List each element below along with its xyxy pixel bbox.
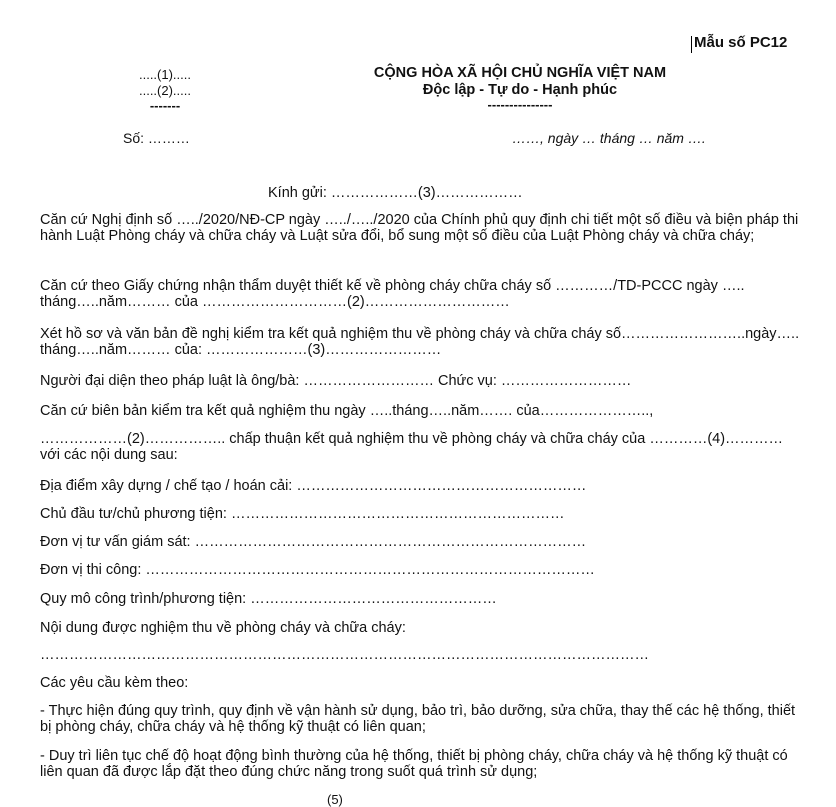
paragraph-dossier: Xét hồ sơ và văn bản đề nghị kiểm tra kết quả nghiệm thu về phòng cháy và chữa cháy số……………………..ngày….. tháng…..năm……… của: …………………(3)……………………: [40, 326, 800, 358]
field-scale: Quy mô công trình/phương tiện: ……………………………………………: [40, 591, 497, 607]
issuer-line-2: .....(2).....: [138, 83, 191, 98]
paragraph-legal-representative: Người đại diện theo pháp luật là ông/bà: ……………………… Chức vụ: ………………………: [40, 373, 632, 389]
field-investor: Chủ đầu tư/chủ phương tiện: ……………………………………………………………: [40, 506, 565, 522]
field-supervisor: Đơn vị tư vấn giám sát: ………………………………………………………………………: [40, 534, 587, 550]
motto-rule: ---------------: [487, 97, 553, 112]
requirement-1: - Thực hiện đúng quy trình, quy định về vận hành sử dụng, bảo trì, bảo dưỡng, sửa chữa, thay thế các hệ thống, thiết bị phòng cháy, chữa cháy và hệ thống kỹ thuật có liên quan;: [40, 703, 796, 735]
paragraph-legal-basis: Căn cứ Nghị định số …../2020/NĐ-CP ngày …../…../2020 của Chính phủ quy định chi tiết một số điều và biện pháp thi hành Luật Phòng cháy và chữa cháy và Luật sửa đổi, bổ sung một số điều của Luật Phòng cháy và chữa cháy;: [40, 212, 799, 244]
form-number: Mẫu số PC12: [694, 34, 788, 51]
addressee: Kính gửi: ………………(3)………………: [268, 185, 523, 201]
paragraph-approval: ………………(2)…………….. chấp thuận kết quả nghiệm thu về phòng cháy và chữa cháy của …………(4)………… với các nội dung sau:: [40, 431, 784, 463]
field-location: Địa điểm xây dựng / chế tạo / hoán cải: ……………………………………………………: [40, 478, 587, 494]
field-accepted-content-dots: ………………………………………………………………………………………………………………: [40, 647, 649, 663]
issuer-rule: -------: [149, 98, 181, 113]
issuer-line-1: .....(1).....: [138, 67, 191, 82]
paragraph-inspection-record: Căn cứ biên bản kiểm tra kết quả nghiệm thu ngày …..tháng…..năm……. của…………………..,: [40, 403, 654, 419]
field-accepted-content: Nội dung được nghiệm thu về phòng cháy và chữa cháy:: [40, 620, 406, 636]
country-name: CỘNG HÒA XÃ HỘI CHỦ NGHĨA VIỆT NAM: [373, 65, 667, 81]
document-date: ……, ngày … tháng … năm ….: [512, 130, 706, 146]
national-motto: Độc lập - Tự do - Hạnh phúc: [422, 82, 618, 98]
paragraph-design-certificate: Căn cứ theo Giấy chứng nhận thẩm duyệt thiết kế về phòng cháy chữa cháy số …………/TD-PCCC ngày ….. tháng…..năm……… của …………………………(2)…………………………: [40, 278, 745, 310]
requirements-heading: Các yêu cầu kèm theo:: [40, 675, 189, 691]
document-number: Số: ………: [123, 130, 190, 146]
cut-off-marker: (5): [327, 792, 343, 807]
field-contractor: Đơn vị thi công: …………………………………………………………………………………: [40, 562, 595, 578]
requirement-2: - Duy trì liên tục chế độ hoạt động bình thường của hệ thống, thiết bị phòng cháy, chữa cháy và hệ thống kỹ thuật có liên quan đã được lắp đặt theo đúng chức năng trong suốt quá trình sử dụng;: [40, 748, 788, 780]
